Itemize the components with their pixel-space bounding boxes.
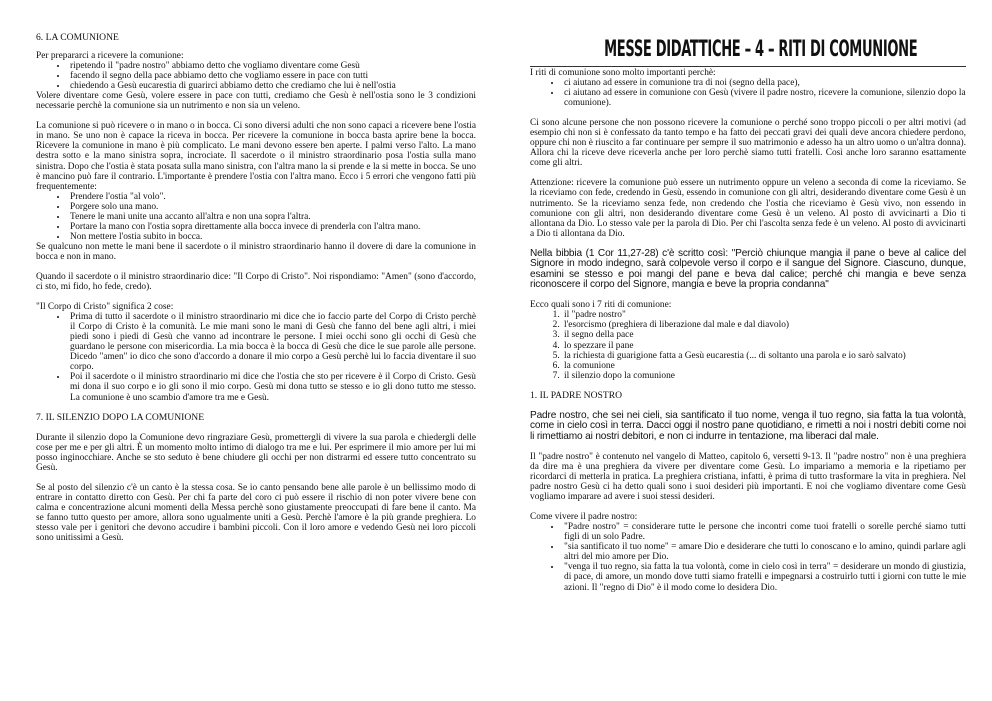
paragraph: La comunione si può ricevere o in mano o in bocca. Ci sono diversi adulti che non sono capaci a ricevere bene l'ostia in mano. Se uno non è capace la riceva in bocca. Per ricevere la comunione in bocca basta aprire bene la bocca. Ricevere la comunione in mano è più complicato. Le mani devono essere ben aperte. I palmi verso l'alto. La mano destra sotto e la mano sinistra sopra, incrociate. Il sacerdote o il ministro straordinario posa l'ostia sulla mano sinistra. Dopo che l'ostia è stata posata sulla mano sinistra, con l'altra mano la si prende e la si mette in bocca. Se uno è mancino può fare il contrario. L'importante è prendere l'ostia con l'altra mano. Ecco i 5 errori che vengono fatti più frequentemente: — [36, 121, 476, 192]
list-item: 3. il segno della pace — [562, 330, 966, 340]
list-item: • "sia santificato il tuo nome" = amare Dio e desiderare che tutti lo conoscano e lo amino, quindi parlare agli altri del mio amore per Dio. — [562, 542, 966, 562]
paragraph: Quando il sacerdote o il ministro straordinario dice: "Il Corpo di Cristo". Noi rispondiamo: "Amen" (sono d'accordo, ci sto, mi fido, ho fede, credo). — [36, 271, 476, 293]
preparation-list — [36, 61, 476, 91]
rites-list — [530, 310, 966, 380]
list-item: • "venga il tuo regno, sia fatta la tua volontà, come in cielo così in terra" = desiderare un mondo di giustizia, di pace, di amore, un mondo dove tutti siamo fratelli e impegnarsi a costruirlo tutti i giorni con tutte le mie azioni. Il "regno di Dio" è il modo come lo desidera Dio. — [562, 562, 966, 592]
right-page — [496, 0, 992, 701]
list-item: 2. l'esorcismo (preghiera di liberazione dal male e dal diavolo) — [562, 320, 966, 330]
paragraph: "Il Corpo di Cristo" significa 2 cose: — [36, 302, 174, 313]
paragraph: Se qualcuno non mette le mani bene il sacerdote o il ministro straordinario hanno il dovere di dare la comunione in bocca e non in mano. — [36, 241, 476, 262]
paragraph: Attenzione: ricevere la comunione può essere un nutrimento oppure un veleno a seconda di come la riceviamo. Se la riceviamo con fede, credendo in Gesù, essendo in comunione con gli altri, desiderando diventare come Gesù è un nutrimento. Se la riceviamo senza fede, non credendo che l'ostia che riceviamo è Gesù vivo, non essendo in comunione con gli altri, non desiderando diventare come Gesù è un veleno. Al posto di avvicinarti a Dio ti allontana da Dio. Lo stesso vale per la parola di Dio. Per chi l'ascolta senza fede è un veleno. Al posto di avvicinarti a Dio ti allontana da Dio. — [530, 178, 966, 239]
paragraph: Il "padre nostro" è contenuto nel vangelo di Matteo, capitolo 6, versetti 9-13. Il "padre nostro" non è una preghiera da dire ma è una preghiera da vivere per diventare come Gesù. Lo impariamo a memoria e la ripetiamo per ricordarci di metterla in pratica. La preghiera cristiana, infatti, è prima di tutto trasformare la vita in preghiera. Nel padre nostro Gesù ci ha detto quali sono i suoi desideri più importanti. E noi che vogliamo diventare come Gesù vogliamo imparare ad avere i suoi stessi desideri. — [530, 451, 966, 503]
list-item: 7. il silenzio dopo la comunione — [562, 371, 966, 381]
list-item: • Prima di tutto il sacerdote o il ministro straordinario mi dice che io faccio parte del Corpo di Cristo perchè il Corpo di Cristo è la comunità. Le mie mani sono le mani di Gesù che fanno del bene agli altri, i miei piedi sono i piedi di Gesù che vanno ad incontrare le persone. I miei occhi sono gli occhi di Gesù che guardano le persone con misericordia. La mia bocca è la bocca di Gesù che dice le sue parole alle persone. Dicedo "amen" io dico che sono d'accordo a donare il mio corpo a Gesù perchè lui lo faccia diventare il suo corpo. — [68, 312, 476, 372]
title-rule — [530, 66, 966, 67]
paragraph: Ecco quali sono i 7 riti di comunione: — [530, 300, 672, 311]
list-item: • Tenere le mani unite una accanto all'altra e non una sopra l'altra. — [68, 212, 476, 222]
list-item: • Poi il sacerdote o il ministro straordinario mi dice che l'ostia che sto per ricevere è il Corpo di Cristo. Gesù mi dona il suo corpo e io gli sono il mio corpo. Gesù mi dona tutto se stesso e io gli dono tutto me stesso. La comunione è uno scambio d'amore tra me e Gesù. — [68, 372, 476, 402]
section-7-title: 7. IL SILENZIO DOPO LA COMUNIONE — [36, 411, 205, 423]
bible-quote: Nella bibbia (1 Cor 11,27-28) c'è scritto così: "Perciò chiunque mangia il pane o beve al calice del Signore in modo indegno, sarà colpevole verso il corpo e il sangue del Signore. Ciascuno, dunque, esamini se stesso e poi mangi del pane e beva dal calice; perché chi mangia e beve senza riconoscere il corpo del Signore, mangia e beve la propria condanna" — [530, 247, 966, 290]
list-item: • chiedendo a Gesù eucarestia di guarirci abbiamo detto che crediamo che lui è nell'ostia — [68, 81, 476, 91]
section-6-intro: Per prepararci a ricevere la comunione: — [36, 51, 184, 62]
paragraph: Come vivere il padre nostro: — [530, 512, 638, 523]
list-item: 6. la comunione — [562, 361, 966, 371]
meaning-list — [36, 312, 476, 402]
list-item: • Porgere solo una mano. — [68, 202, 476, 212]
list-item: • "Padre nostro" = considerare tutte le persone che incontri come tuoi fratelli o sorelle perché siamo tutti figli di un solo Padre. — [562, 522, 966, 542]
errors-list — [36, 192, 476, 242]
paragraph: Ci sono alcune persone che non possono ricevere la comunione o perché sono troppo piccoli o per altri motivi (ad esempio chi non si è confessato da tanto tempo e ha fatto dei peccati gravi dei quali deve ancora chiedere perdono, oppure chi non è riuscito a far continuare per sempre il suo matrimonio e adesso ha un altro uomo o un'altra donna). Allora chi la riceve deve riceverla anche per loro perchè siamo tutti fratelli. Così anche loro saranno esattamente come gli altri. — [530, 118, 966, 169]
list-item: 4. lo spezzare il pane — [562, 341, 966, 351]
prayer-text: Padre nostro, che sei nei cieli, sia santificato il tuo nome, venga il tuo regno, sia fatta la tua volontà, come in cielo così in terra. Dacci oggi il nostro pane quotidiano, e rimetti a noi i nostri debiti come noi li rimettiamo ai nostri debitori, e non ci indurre in tentazione, ma liberaci dal male. — [530, 409, 966, 442]
list-item: • ci aiutano ad essere in comunione tra di noi (segno della pace), — [562, 78, 966, 88]
list-item: • Non mettere l'ostia subito in bocca. — [68, 232, 476, 242]
list-item: 5. la richiesta di guarigione fatta a Gesù eucarestia (... di soltanto una parola e io sarò salvato) — [562, 351, 966, 361]
intro: I riti di comunione sono molto importanti perchè: — [530, 68, 716, 78]
page-title: MESSE DIDATTICHE – 4 – RITI DI COMUNIONE — [604, 37, 918, 62]
list-item: • ci aiutano ad essere in comunione con Gesù (vivere il padre nostro, ricevere la comunione, silenzio dopo la comunione). — [562, 88, 966, 108]
intro-list — [530, 78, 966, 108]
paragraph: Durante il silenzio dopo la Comunione devo ringraziare Gesù, promettergli di vivere la sua parola e chiedergli delle cose per me e per gli altri. È un momento molto intimo di dialogo tra me e lui. Per esprimere il mio amore per lui mi posso inginocchiare. Anche se sto seduto è bene chiudere gli occhi per non distrarmi ed essere tutto concentrato su Gesù. — [36, 432, 476, 473]
paragraph: Se al posto del silenzio c'è un canto è la stessa cosa. Se io canto pensando bene alle parole è un bellissimo modo di entrare in contatto diretto con Gesù. Per chi fa parte del coro ci può essere il rischio di non poter vivere bene con calma e concentrazione alcuni momenti della Messa perchè sono giustamente preoccupati di fare bene il canto. Ma se fanno tutto questo per amore, allora sono ugualmente uniti a Gesù. Perchè l'amore è la più grande preghiera. Lo stesso vale per i genitori che devono accudire i bambini piccoli. Con il loro amore e vedendo Gesù nei loro piccoli sono unitissimi a Gesù. — [36, 482, 476, 544]
live-list — [530, 522, 966, 592]
list-item: • facendo il segno della pace abbiamo detto che vogliamo essere in pace con tutti — [68, 71, 476, 81]
list-item: • ripetendo il "padre nostro" abbiamo detto che vogliamo diventare come Gesù — [68, 61, 476, 71]
section-6-title: 6. LA COMUNIONE — [36, 32, 119, 43]
list-item: • Prendere l'ostia "al volo". — [68, 192, 476, 202]
list-item: • Portare la mano con l'ostia sopra direttamente alla bocca invece di prenderla con l'altra mano. — [68, 222, 476, 232]
paragraph: Volere diventare come Gesù, volere essere in pace con tutti, crediamo che Gesù è nell'ostia sono le 3 condizioni necessarie perchè la comunione sia un nutrimento e non sia un veleno. — [36, 91, 476, 112]
list-item: 1. il "padre nostro" — [562, 310, 966, 320]
section-1-title: 1. IL PADRE NOSTRO — [530, 389, 623, 401]
